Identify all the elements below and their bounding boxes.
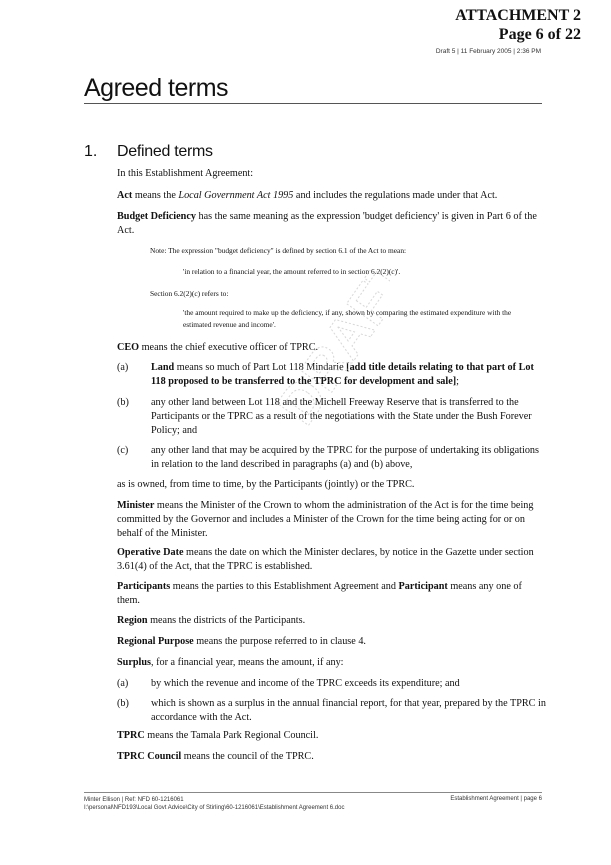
footer-page-label: Establishment Agreement | page 6 (450, 796, 542, 802)
surplus-item-b: which is shown as a surplus in the annual financial report, for that year, prepared by the TPRC in accordance with the Act. (151, 698, 546, 723)
definition-region: Region means the districts of the Participants. (117, 615, 306, 626)
term-tprc-council: TPRC Council (117, 751, 182, 762)
land-label-b: (b) (117, 397, 129, 408)
watermark-text: DRAFT (264, 270, 390, 436)
footer-divider (84, 792, 542, 793)
definition-land-c: any other land that may be acquired by the TPRC for the purpose of undertaking its obligations in relation to the land described in paragraphs (a) and (b) above, (151, 445, 539, 470)
surplus-label-a: (a) (117, 678, 129, 689)
title-divider (84, 103, 542, 104)
definition-participants: Participants means the parties to this Establishment Agreement and Participant means any one of them. (117, 581, 522, 606)
term-surplus: Surplus (117, 657, 151, 668)
definition-tprc-council: TPRC Council means the council of the TPRC. (117, 751, 314, 762)
quote-deficiency: 'the amount required to make up the deficiency, if any, shown by comparing the estimated expenditure with the estimated revenue and income'. (183, 308, 512, 329)
surplus-label-b: (b) (117, 698, 129, 709)
definition-surplus: Surplus, for a financial year, means the amount, if any: (117, 657, 344, 668)
note-section-reference: Section 6.2(2)(c) refers to: (150, 289, 229, 298)
draft-watermark (240, 270, 390, 445)
term-participant: Participant (398, 581, 448, 592)
definition-budget-deficiency: Budget Deficiency has the same meaning as the expression 'budget deficiency' is given in Part 6 of the Act. (117, 211, 537, 236)
attachment-label: ATTACHMENT 2 (455, 7, 581, 24)
term-land: Land (151, 362, 175, 373)
term-tprc: TPRC (117, 730, 145, 741)
quote-financial-year: 'in relation to a financial year, the amount referred to in section 6.2(2)(c)'. (183, 267, 401, 276)
section-title: Defined terms (117, 143, 213, 160)
surplus-item-a: by which the revenue and income of the TPRC exceeds its expenditure; and (151, 678, 460, 689)
definition-regional-purpose: Regional Purpose means the purpose referred to in clause 4. (117, 636, 366, 647)
attachment-header (455, 6, 581, 44)
definition-tprc: TPRC means the Tamala Park Regional Council. (117, 730, 319, 741)
footer-reference (84, 796, 344, 812)
term-minister: Minister (117, 500, 155, 511)
section-number: 1. (84, 143, 98, 160)
land-label-c: (c) (117, 445, 129, 456)
page-title: Agreed terms (84, 74, 229, 102)
draft-stamp: Draft 5 | 11 February 2005 | 2:36 PM (435, 48, 541, 55)
intro-text: In this Establishment Agreement: (117, 168, 254, 179)
term-regional-purpose: Regional Purpose (117, 636, 194, 647)
note-budget-deficiency: Note: The expression "budget deficiency" is defined by section 6.1 of the Act to mean: (150, 246, 407, 255)
footer-file-path: I:\personal\NFD193\Local Govt Advice\City of Stirling\60-1216061\Establishment Agreement 6.doc (84, 805, 345, 811)
land-label-a: (a) (117, 362, 129, 373)
term-act: Act (117, 190, 133, 201)
term-ceo: CEO (117, 342, 140, 353)
term-participants: Participants (117, 581, 171, 592)
definition-land-a: Land means so much of Part Lot 118 Mindarie [add title details relating to that part of Lot 118 proposed to be transferred to the TPRC for development and sale]; (151, 362, 534, 387)
definition-operative-date: Operative Date means the date on which the Minister declares, by notice in the Gazette under section 3.61(4) of the Act, that the TPRC is established. (117, 547, 534, 572)
definition-minister: Minister means the Minister of the Crown to whom the administration of the Act is for the time being committed by the Governor and includes a Minister of the Crown for the time being acting for or on behalf of the Minister. (117, 500, 534, 539)
term-operative-date: Operative Date (117, 547, 184, 558)
definition-ceo: CEO means the chief executive officer of TPRC. (117, 342, 319, 353)
definition-land-b: any other land between Lot 118 and the Michell Freeway Reserve that is transferred to the Participants or the TPRC as a result of the negotiations with the State under the Bush Forever Policy; and (151, 397, 532, 436)
term-budget-deficiency: Budget Deficiency (117, 211, 196, 222)
page-indicator: Page 6 of 22 (498, 26, 581, 43)
definition-act: Act means the Local Government Act 1995 and includes the regulations made under that Act. (117, 190, 498, 201)
term-region: Region (117, 615, 148, 626)
footer-firm-ref: Minter Ellison | Ref: NFD 60-1216061 (84, 797, 184, 803)
land-ownership-text: as is owned, from time to time, by the Participants (jointly) or the TPRC. (117, 479, 415, 490)
